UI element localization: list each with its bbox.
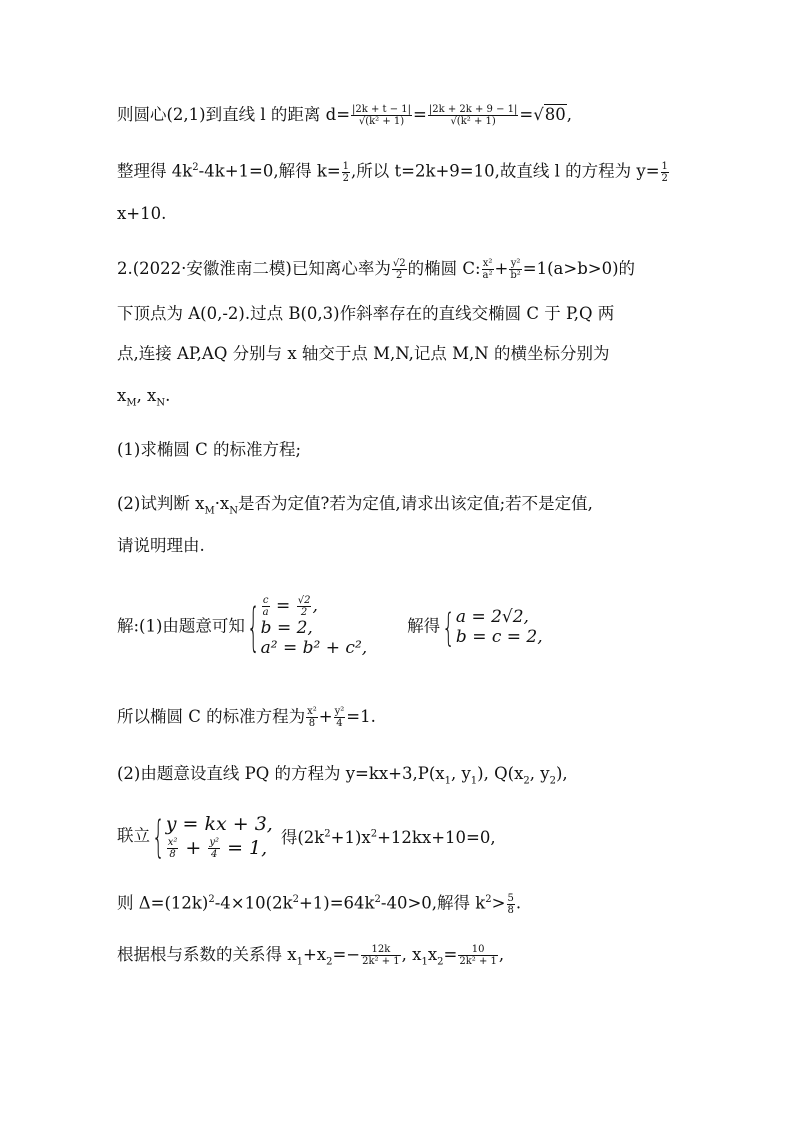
problem-2-line-2: 下顶点为 A(0,-2).过点 B(0,3)作斜率存在的直线交椭圆 C 于 P,Q 两 (117, 304, 615, 323)
discriminant-line: 则 $\Delta=(12k)^2-4\times 10(2k^2+1)=64k^2-40>0$,解得 $k^2>$ $\frac{5}{8}$ . (117, 892, 522, 916)
line-equation-end: x+10. (117, 204, 167, 223)
problem-2-line-3: 点,连接 AP,AQ 分别与 x 轴交于点 M,N,记点 M,N 的横坐标分别为 (117, 344, 610, 363)
vieta-line: 根据根与系数的关系得 $x_1+x_2=-$ $\frac{12k}{\text{2k² + 1}}$ , $x_1x_2=$ $\frac{10}{\text{2k² + 1}}$ , (117, 944, 505, 968)
fraction: $\frac{1}{2}$ (342, 160, 350, 184)
fraction: $\frac{\text{x²}}{\text{a²}}$ (482, 258, 493, 281)
fraction: $\frac{√2}{2}$ (392, 258, 406, 281)
problem-2-line-1: 2.(2022·安徽淮南二模)已知离心率为 $\frac{√2}{2}$ 的椭圆 C: $\frac{\text{x²}}{\text{a²}}$ + $\frac{\text{y²}}{\text{b²}}$ =1(a>b>0)的 (117, 258, 636, 281)
standard-equation-line: 所以椭圆 C 的标准方程为 $\frac{\text{x²}}{8}$ + $\frac{\text{y²}}{4}$ =1. (117, 706, 376, 729)
left-brace: { (246, 595, 260, 658)
equation-system: a = 2√2, b = c = 2, (455, 606, 543, 647)
left-brace: { (442, 603, 455, 650)
question-1: (1)求椭圆 C 的标准方程; (117, 440, 302, 459)
question-2-line-1: (2)试判断 $x_M\cdot x_N$是否为定值?若为定值,请求出该定值;若不是定值, (117, 494, 593, 517)
equation-system: $\frac{c}{a}$ = $\frac{√2}{2}$ , b = 2, a² = b² + c², (260, 595, 368, 658)
fraction: $\frac{\text{x²}}{8}$ (307, 706, 317, 729)
fraction: $\frac{|2k + 2k + 9 - 1|}{\text{√(k² + 1)}}$ (428, 104, 518, 127)
distance-line: 则圆心(2,1)到直线 l 的距离 d= $\frac{|2k + t - 1|}{\text{√(k² + 1)}}$ = $\frac{|2k + 2k + 9 - 1|}{\text{√(k² + 1)}}$ =√80, (117, 104, 572, 127)
fraction: $\frac{|2k + t - 1|}{\text{√(k² + 1)}}$ (352, 104, 412, 127)
left-brace: { (152, 809, 165, 863)
text: 则圆心(2,1)到直线 l 的距离 d= (117, 105, 351, 124)
solve-k-line: 整理得 $4k^2-4k+1=0$,解得 k= $\frac{1}{2}$ ,所以 t=2k+9=10,故直线 l 的方程为 y= $\frac{1}{2}$ (117, 160, 668, 184)
fraction: $\frac{\text{y²}}{4}$ (334, 706, 345, 729)
line-pq-setup: (2)由题意设直线 PQ 的方程为 $y=kx+3,P(x_1$, $y_1$), $Q(x_2$, $y_2$), (117, 764, 568, 787)
fraction: $\frac{10}{\text{2k² + 1}}$ (459, 944, 497, 967)
question-2-line-2: 请说明理由. (117, 536, 205, 555)
sqrt-value: 80 (544, 105, 566, 124)
equation-system: y = kx + 3, $\frac{\text{x²}}{8}$ + $\frac{\text{y²}}{4}$ = 1, (165, 812, 273, 860)
fraction: $\frac{\text{y²}}{\text{b²}}$ (510, 258, 521, 281)
fraction: $\frac{5}{8}$ (507, 892, 514, 916)
fraction: $\frac{12k}{\text{2k² + 1}}$ (362, 944, 400, 967)
problem-2-line-4: $x_M$, $x_N$. (117, 386, 171, 409)
fraction: $\frac{1}{2}$ (661, 160, 668, 184)
solution-1-system: 解:(1)由题意可知 { $\frac{c}{a}$ = $\frac{√2}{2}$ , b = 2, a² = b² + c², 解得 { a = 2√2, b = c = 2, (117, 588, 543, 665)
simultaneous-system: 联立 { y = kx + 3, $\frac{\text{x²}}{8}$ + $\frac{\text{y²}}{4}$ = 1, 得$(2k^2+1)x^2+12kx+10=0$, (117, 806, 496, 866)
